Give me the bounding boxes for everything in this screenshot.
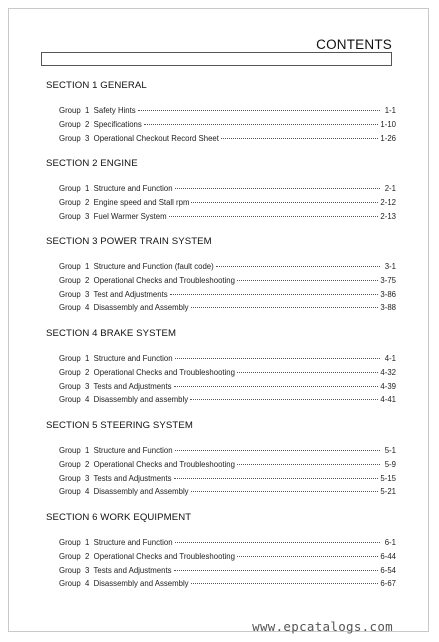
entry-group-label: Group 2 Engine speed and Stall rpm xyxy=(59,197,190,207)
section-entries xyxy=(46,182,396,223)
entry-page-number: 3-75 xyxy=(380,275,396,285)
entry-group-label: Group 1 Structure and Function (fault code) xyxy=(59,262,214,271)
section-entries xyxy=(46,260,396,315)
entry-page-number: 3-86 xyxy=(380,289,396,299)
dot-leader xyxy=(174,378,379,387)
toc-section xyxy=(46,158,396,223)
entry-page-number: 2-1 xyxy=(384,184,396,193)
dot-leader xyxy=(175,180,380,189)
dot-leader xyxy=(237,272,378,281)
entry-page-number: 4-41 xyxy=(380,395,396,405)
entry-group-label: Group 1 Safety Hints xyxy=(59,106,136,115)
entry-page-number: 6-67 xyxy=(380,579,396,589)
entry-group-label: Group 1 Structure and Function xyxy=(59,538,173,547)
entry-page-number: 5-1 xyxy=(384,446,396,455)
dot-leader xyxy=(175,534,380,543)
dot-leader xyxy=(138,102,380,111)
section-title: SECTION 3 POWER TRAIN SYSTEM xyxy=(46,236,212,247)
entry-group-label: Group 3 Tests and Adjustments xyxy=(59,565,172,575)
entry-page-number: 3-88 xyxy=(380,303,396,313)
toc-entry[interactable] xyxy=(59,132,396,146)
entry-group-label: Group 3 Fuel Warmer System xyxy=(59,211,167,221)
entry-page-number: 4-1 xyxy=(384,354,396,363)
section-title: SECTION 1 GENERAL xyxy=(46,80,147,91)
page-title: CONTENTS xyxy=(316,37,392,52)
dot-leader xyxy=(174,562,379,571)
entry-group-label: Group 1 Structure and Function xyxy=(59,184,173,193)
entry-group-label: Group 3 Tests and Adjustments xyxy=(59,473,172,483)
entry-group-label: Group 3 Test and Adjustments xyxy=(59,289,168,299)
entry-group-label: Group 2 Operational Checks and Troubleshooting xyxy=(59,551,235,561)
entry-page-number: 1-10 xyxy=(380,119,396,129)
entry-group-label: Group 2 Specifications xyxy=(59,119,142,129)
watermark-url: www.epcatalogs.com xyxy=(252,619,393,634)
toc-entry[interactable] xyxy=(59,301,396,315)
dot-leader xyxy=(191,483,379,492)
dot-leader xyxy=(144,116,379,125)
section-entries xyxy=(46,536,396,591)
entry-page-number: 5-21 xyxy=(380,487,396,497)
toc-section xyxy=(46,512,396,591)
section-entries xyxy=(46,104,396,145)
dot-leader xyxy=(175,442,380,451)
entry-group-label: Group 4 Disassembly and assembly xyxy=(59,395,189,405)
section-title: SECTION 6 WORK EQUIPMENT xyxy=(46,512,192,523)
entry-page-number: 2-13 xyxy=(380,211,396,221)
dot-leader xyxy=(221,130,378,139)
entry-page-number: 2-12 xyxy=(380,197,396,207)
entry-page-number: 6-54 xyxy=(380,565,396,575)
entry-page-number: 5-15 xyxy=(380,473,396,483)
section-title: SECTION 5 STEERING SYSTEM xyxy=(46,420,193,431)
toc-entry[interactable] xyxy=(59,393,396,407)
dot-leader xyxy=(170,286,379,295)
section-entries xyxy=(46,352,396,407)
entry-group-label: Group 3 Tests and Adjustments xyxy=(59,381,172,391)
entry-page-number: 1-26 xyxy=(380,133,396,143)
entry-page-number: 1-1 xyxy=(384,106,396,115)
section-title: SECTION 2 ENGINE xyxy=(46,158,138,169)
dot-leader xyxy=(237,456,380,465)
entry-page-number: 3-1 xyxy=(384,262,396,271)
section-entries xyxy=(46,444,396,499)
toc-section xyxy=(46,236,396,315)
entry-group-label: Group 2 Operational Checks and Troubleshooting xyxy=(59,367,235,377)
toc-section xyxy=(46,420,396,499)
dot-leader xyxy=(191,194,378,203)
entry-group-label: Group 4 Disassembly and Assembly xyxy=(59,579,189,589)
entry-page-number: 5-9 xyxy=(384,459,396,469)
toc-section xyxy=(46,328,396,407)
dot-leader xyxy=(216,258,380,267)
toc-entry[interactable] xyxy=(59,577,396,591)
dot-leader xyxy=(191,575,379,584)
entry-group-label: Group 4 Disassembly and Assembly xyxy=(59,487,189,497)
entry-group-label: Group 3 Operational Checkout Record Sheet xyxy=(59,133,219,143)
dot-leader xyxy=(191,299,379,308)
dot-leader xyxy=(237,364,378,373)
entry-group-label: Group 1 Structure and Function xyxy=(59,354,173,363)
entry-group-label: Group 1 Structure and Function xyxy=(59,446,173,455)
dot-leader xyxy=(175,350,380,359)
entry-group-label: Group 2 Operational Checks and Troubleshooting xyxy=(59,459,235,469)
entry-page-number: 6-1 xyxy=(384,538,396,547)
entry-page-number: 4-32 xyxy=(380,367,396,377)
toc-section xyxy=(46,80,396,145)
toc-entry[interactable] xyxy=(59,210,396,224)
entry-group-label: Group 2 Operational Checks and Troubleshooting xyxy=(59,275,235,285)
entry-group-label: Group 4 Disassembly and Assembly xyxy=(59,303,189,313)
section-title: SECTION 4 BRAKE SYSTEM xyxy=(46,328,177,339)
entry-page-number: 6-44 xyxy=(380,551,396,561)
dot-leader xyxy=(190,391,378,400)
entry-page-number: 4-39 xyxy=(380,381,396,391)
dot-leader xyxy=(169,208,379,217)
toc-entry[interactable] xyxy=(59,485,396,499)
title-rule-box xyxy=(41,52,392,66)
dot-leader xyxy=(237,548,378,557)
dot-leader xyxy=(174,470,379,479)
